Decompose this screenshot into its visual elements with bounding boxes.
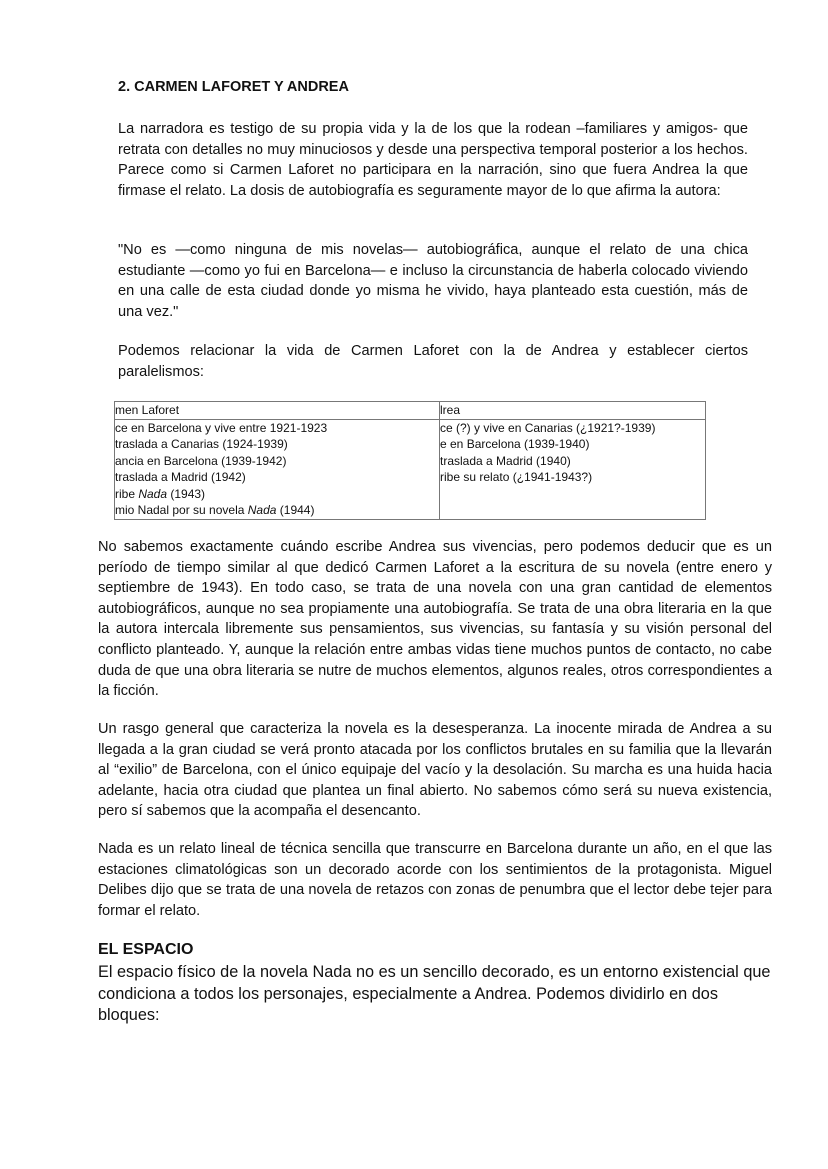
table-line: traslada a Canarias (1924-1939) [115, 437, 288, 451]
table-line: ribe su relato (¿1941-1943?) [440, 470, 593, 484]
table-cell-laforet [115, 419, 440, 519]
paragraph-linear: Nada es un relato lineal de técnica sencilla que transcurre en Barcelona durante un año, en el que las estaciones climatológicas son un decorado acorde con los sentimientos de la protagonista. Miguel Delibes dijo que se trata de una novela de retazos con zonas de penumbra que el lector debe tejer para formar el relato. [98, 841, 772, 919]
quote-paragraph: "No es —como ninguna de mis novelas— autobiográfica, aunque el relato de una chica estudiante —como yo fui en Barcelona— e incluso la circunstancia de haberla colocado viviendo en una calle de esta ciudad donde yo misma he vivido, haya planteado esta cuestión, más de una vez." [118, 242, 748, 320]
section-title: 2. CARMEN LAFORET Y ANDREA [118, 79, 349, 95]
intro-paragraph: La narradora es testigo de su propia vida y la de los que la rodean –familiares y amigos- que retrata con detalles no muy minuciosos y desde una perspectiva temporal posterior a los hechos. Parece como si Carmen Laforet no participara en la narración, sino que fuera Andrea la que firmase el relato. La dosis de autobiografía es seguramente mayor de lo que afirma la autora: [118, 121, 748, 199]
table-header-cell: men Laforet [115, 402, 440, 420]
comparison-table [114, 401, 706, 520]
table-cell-andrea [440, 419, 706, 519]
table-header-row [115, 402, 706, 420]
table-line: traslada a Madrid (1940) [440, 453, 571, 468]
relation-paragraph: Podemos relacionar la vida de Carmen Laforet con la de Andrea y establecer ciertos paralelismos: [118, 343, 748, 380]
paragraph-when: No sabemos exactamente cuándo escribe Andrea sus vivencias, pero podemos deducir que es un período de tiempo similar al que dedicó Carmen Laforet a la escritura de su novela (entre enero y septiembre de 1943). En todo caso, se trata de una novela con una gran cantidad de elementos autobiográficos, aunque no sea propiamente una autobiografía. Se trata de una obra literaria en la que la autora intercala libremente sus pensamientos, sus vivencias, su fantasía y su visión personal del conflicto planteado. Y, aunque la relación entre ambas vidas tiene muchos puntos de contacto, no cabe duda de que una obra literaria se nutre de muchos elementos, algunos reales, otros correspondientes a la ficción. [98, 539, 772, 700]
table-row [115, 419, 706, 519]
table-line: e en Barcelona (1939-1940) [440, 437, 590, 451]
table-line: mio Nadal por su novela Nada (1944) [115, 503, 315, 517]
table-header-cell: lrea [440, 402, 706, 420]
table-line: ribe Nada (1943) [115, 486, 206, 501]
space-heading: EL ESPACIO [98, 941, 194, 958]
table-line: ancia en Barcelona (1939-1942) [115, 453, 287, 468]
table-line: traslada a Madrid (1942) [115, 470, 246, 484]
table-line: ce (?) y vive en Canarias (¿1921?-1939) [440, 420, 656, 435]
table-line: ce en Barcelona y vive entre 1921-1923 [115, 420, 328, 435]
space-text: El espacio físico de la novela Nada no es un sencillo decorado, es un entorno existencial que condiciona a todos los personajes, especialmente a Andrea. Podemos dividirlo en dos bloques: [98, 963, 771, 1024]
paragraph-desperation: Un rasgo general que caracteriza la novela es la desesperanza. La inocente mirada de Andrea a su llegada a la gran ciudad se verá pronto atacada por los conflictos brutales en su familia que la llevarán al “exilio” de Barcelona, con el único equipaje del vacío y la desolación. Su marcha es una huida hacia adelante, hacia otra ciudad que plantea un final abierto. No sabemos cómo será su nueva existencia, pero sí sabemos que la acompaña el desencanto. [98, 721, 772, 820]
